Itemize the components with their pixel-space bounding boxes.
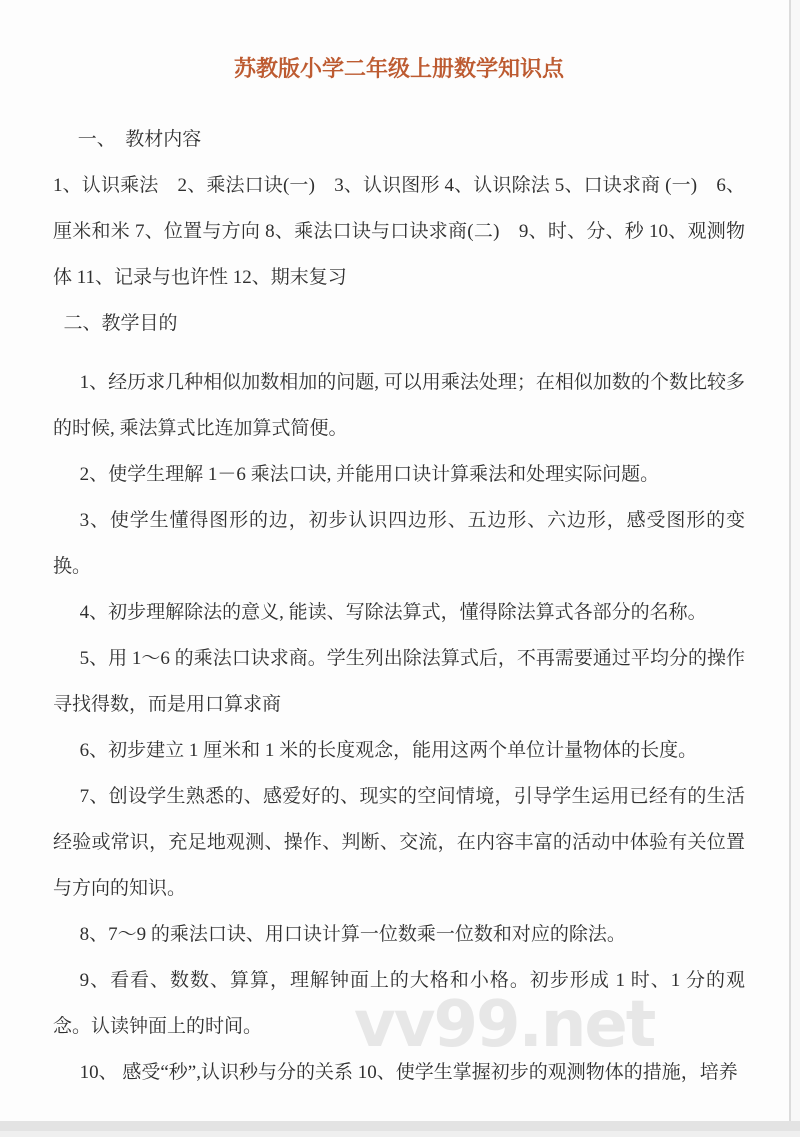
goal-item-4: 4、初步理解除法的意义, 能读、写除法算式，懂得除法算式各部分的名称。 xyxy=(79,602,707,623)
textbook-content-list: 1、认识乘法 2、乘法口诀(一) 3、认识图形 4、认识除法 5、口诀求商 (一) 6、厘米和米 7、位置与方向 8、乘法口诀与口诀求商(二) 9、时、分、秒 10、观测物体 11、记录与也许性 12、期末复习 xyxy=(53,175,745,288)
goal-item-7: 7、创设学生熟悉的、感爱好的、现实的空间情境，引导学生运用已经有的生活经验或常识，充足地观测、操作、判断、交流，在内容丰富的活动中体验有关位置与方向的知识。 xyxy=(53,786,745,899)
goal-item-9: 9、看看、数数、算算，理解钟面上的大格和小格。初步形成 1 时、1 分的观念。认读钟面上的时间。 xyxy=(53,970,745,1037)
goal-item-10: 10、 感受“秒”,认识秒与分的关系 10、使学生掌握初步的观测物体的措施，培养 xyxy=(79,1062,738,1083)
goal-item-5: 5、用 1～6 的乘法口诀求商。学生列出除法算式后，不再需要通过平均分的操作寻找得数，而是用口算求商 xyxy=(53,648,745,715)
document-title: 苏教版小学二年级上册数学知识点 xyxy=(233,56,564,81)
watermark-text: vv99.net xyxy=(354,988,655,1062)
goal-item-8: 8、7～9 的乘法口诀、用口诀计算一位数乘一位数和对应的除法。 xyxy=(79,924,626,945)
page-bottom-edge xyxy=(0,1121,800,1131)
goal-item-1: 1、经历求几种相似加数相加的问题, 可以用乘法处理；在相似加数的个数比较多的时候, 乘法算式比连加算式简便。 xyxy=(53,372,745,439)
section-heading-textbook-content: 一、 教材内容 xyxy=(77,129,202,150)
goal-item-6: 6、初步建立 1 厘米和 1 米的长度观念，能用这两个单位计量物体的长度。 xyxy=(79,740,698,761)
page-right-margin xyxy=(791,0,800,1137)
section-heading-teaching-goals: 二、教学目的 xyxy=(63,313,178,334)
goal-item-3: 3、使学生懂得图形的边，初步认识四边形、五边形、六边形，感受图形的变换。 xyxy=(53,510,745,577)
page-bottom-margin xyxy=(0,1131,800,1137)
goal-item-2: 2、使学生理解 1－6 乘法口诀, 并能用口诀计算乘法和处理实际问题。 xyxy=(79,464,660,485)
document-content xyxy=(53,0,745,1096)
teaching-goals-list xyxy=(53,360,745,1096)
